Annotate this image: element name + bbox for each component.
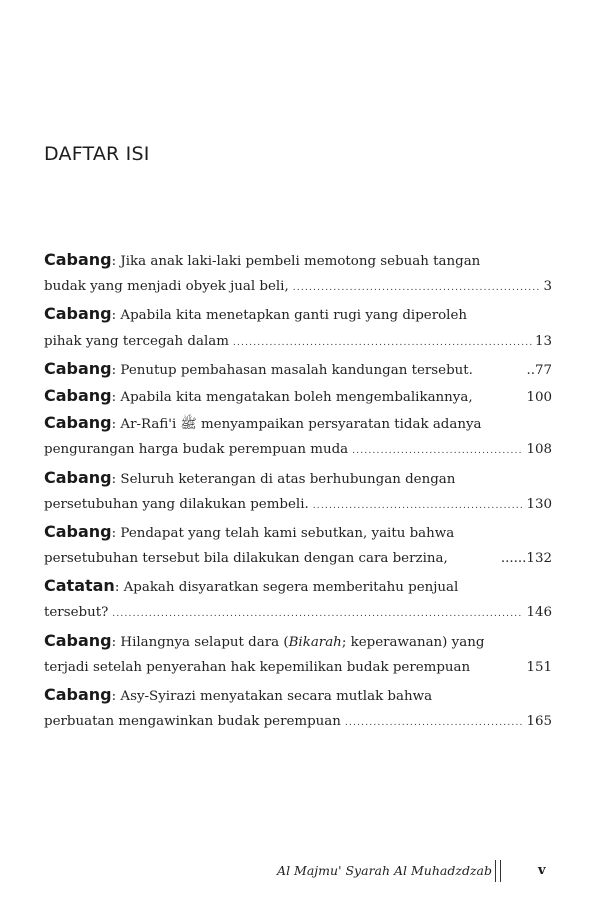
entry-text: : Penutup pembahasan masalah kandungan tersebut. [111,362,473,378]
page-number: 108 [526,442,552,458]
entry-text: : Apabila kita menetapkan ganti rugi yang diperoleh [111,308,467,324]
toc-entry [44,518,552,572]
toc-entry [44,572,552,626]
entry-label: Cabang [44,413,112,433]
entry-text: : Asy-Syirazi menyatakan secara mutlak bahwa [111,689,433,704]
dot-leader [345,710,524,735]
entry-label: Cabang [44,467,112,487]
page-number: ..77 [526,362,552,378]
entry-text: budak yang menjadi obyek jual beli, [44,279,289,295]
entry-text: : Apabila kita mengatakan boleh mengembalikannya, [111,389,473,405]
dot-leader [233,330,532,355]
footer-divider [495,860,501,882]
dot-leader [313,493,524,518]
entry-text: : Seluruh keterangan di atas berhubungan dengan [111,471,456,487]
toc-entry [44,355,552,382]
page-number: 13 [534,333,552,349]
page-number: 146 [526,605,552,621]
entry-label: Cabang [44,521,112,541]
entry-text: perbuatan mengawinkan budak perempuan [44,714,341,730]
entry-label: Cabang [44,358,112,378]
entry-text: pihak yang tercegah dalam [44,333,229,349]
entry-text: : Ar-Rafi'i ﷺ menyampaikan persyaratan tidak adanya [111,417,482,433]
dot-leader [352,438,523,463]
entry-text: : Hilangnya selaput dara ( [111,634,289,650]
entry-label: Cabang [44,385,112,405]
entry-label: Cabang [44,304,112,324]
entry-text-italic: Bikarah [288,634,342,650]
entry-text: : Pendapat yang telah kami sebutkan, yaitu bahwa [111,525,455,541]
running-footer-title: Al Majmu' Syarah Al Muhadzdzab [277,863,492,878]
entry-text: pengurangan harga budak perempuan muda [44,442,349,458]
page-number: 151 [526,659,552,675]
page-number: ......132 [500,551,552,567]
toc-entry [44,382,552,409]
toc-entry [44,464,552,518]
entry-label: Catatan [44,576,115,596]
entry-label: Cabang [44,685,112,704]
entry-text: persetubuhan yang dilakukan pembeli. [44,496,309,512]
page-number: 100 [526,389,552,405]
page-number: 165 [526,714,552,730]
toc-entry [44,246,552,300]
entry-text: ; keperawanan) yang [341,634,485,650]
dot-leader [112,601,523,626]
toc-entry [44,300,552,354]
entry-text: terjadi setelah penyerahan hak kepemilikan budak perempuan [44,659,471,675]
entry-label: Cabang [44,250,112,269]
toc-entry [44,681,552,735]
folio-page-number: v [538,863,546,878]
page-title: DAFTAR ISI [44,143,150,165]
entry-text: persetubuhan tersebut bila dilakukan dengan cara berzina, [44,551,448,567]
toc-entry [44,627,552,681]
entry-label: Cabang [44,630,112,650]
entry-text: : Apakah disyaratkan segera memberitahu penjual [114,580,459,596]
page-number: 130 [526,496,552,512]
entry-text: tersebut? [44,605,109,621]
toc-entry [44,409,552,463]
page-footer [0,860,596,886]
dot-leader [293,275,541,300]
entry-text: : Jika anak laki-laki pembeli memotong sebuah tangan [111,254,481,269]
page-number: 3 [543,279,552,295]
table-of-contents [44,246,552,735]
